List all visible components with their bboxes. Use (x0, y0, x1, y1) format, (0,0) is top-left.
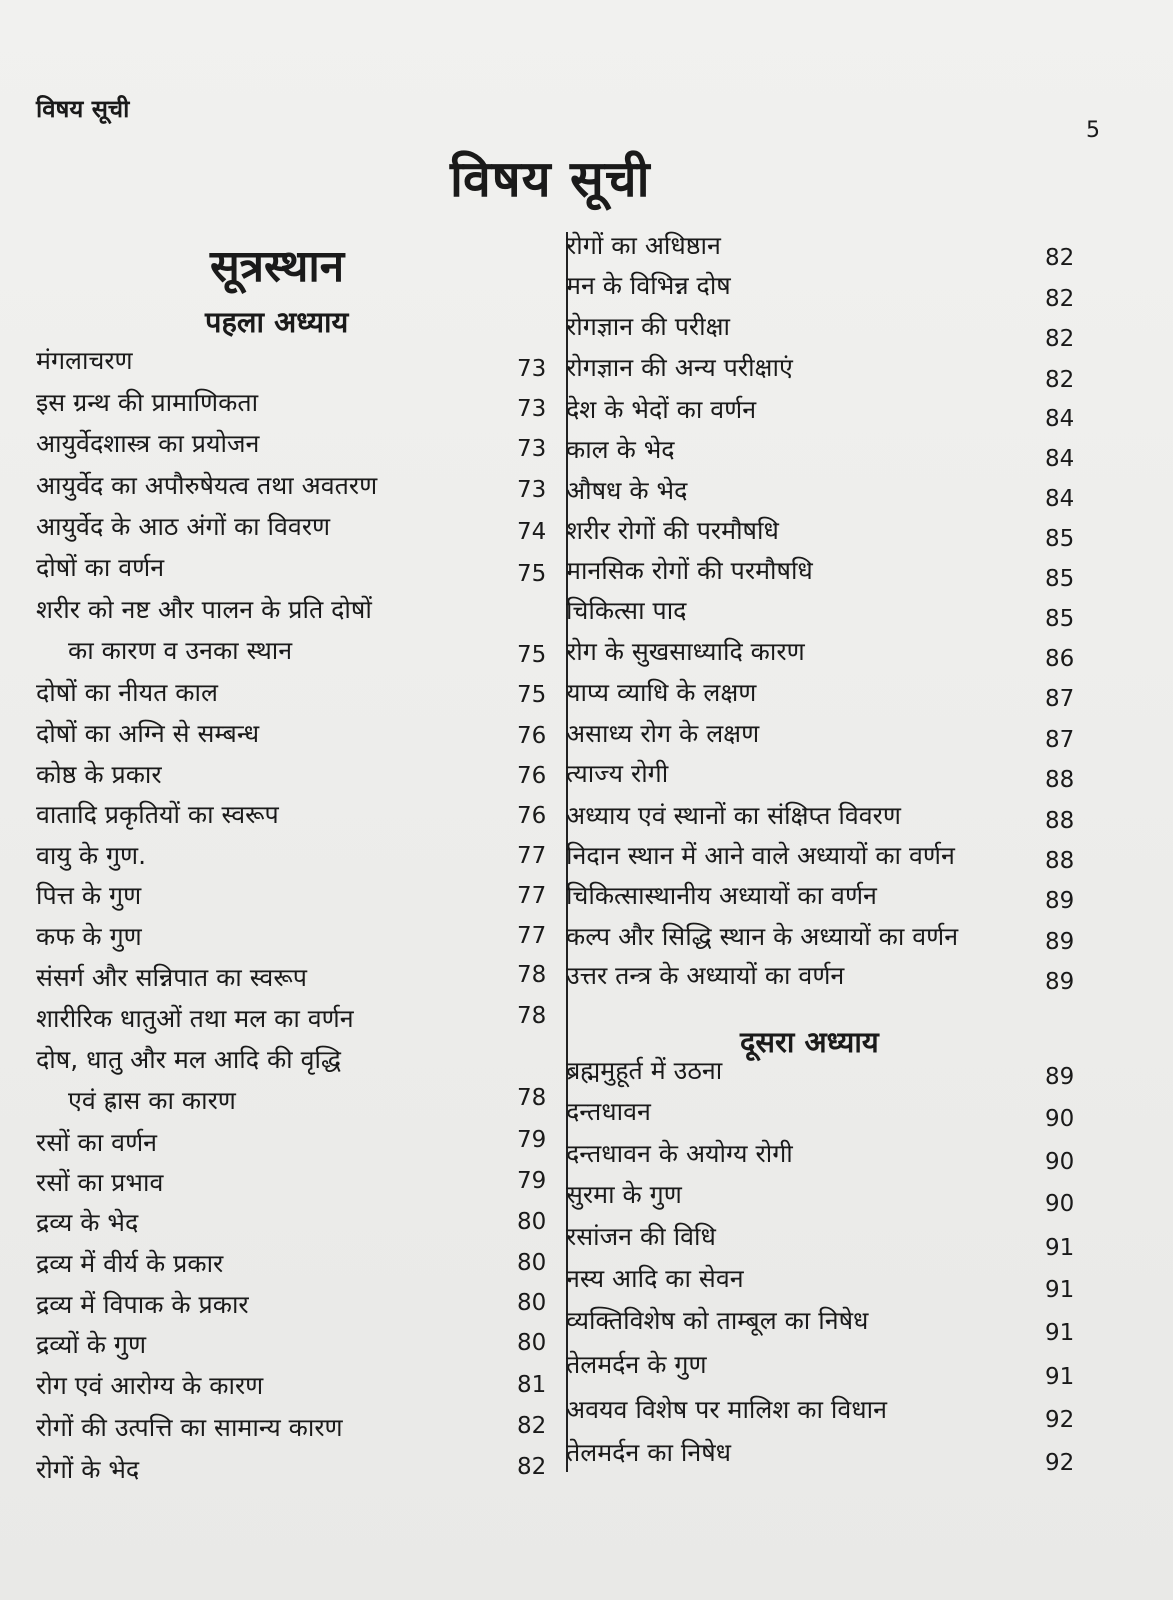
toc-entry-page: 76 (517, 803, 547, 829)
toc-entry-label: काल के भेद (566, 435, 675, 464)
toc-entry-label: रोग एवं आरोग्य के कारण (36, 1371, 264, 1400)
toc-entry-label: कफ के गुण (36, 922, 142, 951)
toc-entry-label: रसों का वर्णन (36, 1128, 158, 1157)
toc-entry-label: देश के भेदों का वर्णन (566, 395, 757, 424)
toc-entry-page: 82 (517, 1454, 547, 1480)
toc-entry-page: 77 (517, 883, 547, 909)
toc-entry-page: 89 (1045, 929, 1075, 955)
toc-entry-label: असाध्य रोग के लक्षण (566, 719, 760, 748)
toc-entry-label: नस्य आदि का सेवन (566, 1264, 744, 1293)
toc-entry-label: कोष्ठ के प्रकार (36, 760, 162, 789)
toc-entry-page: 80 (517, 1209, 547, 1235)
toc-entry-label: ब्रह्ममुहूर्त में उठना (566, 1056, 723, 1085)
toc-entry-label: आयुर्वेदशास्त्र का प्रयोजन (36, 429, 260, 458)
toc-entry-page: 74 (517, 519, 547, 545)
toc-entry-page: 76 (517, 723, 547, 749)
toc-entry-page: 91 (1045, 1364, 1075, 1390)
toc-entry-page: 78 (517, 1085, 547, 1111)
toc-entry-label: वायु के गुण. (36, 841, 147, 870)
toc-entry-page: 91 (1045, 1277, 1075, 1303)
toc-entry-page: 92 (1045, 1407, 1075, 1433)
toc-entry-label: पित्त के गुण (36, 881, 142, 910)
toc-entry-label: रोगों का अधिष्ठान (566, 231, 721, 260)
toc-entry-page: 89 (1045, 1064, 1075, 1090)
toc-entry-page: 79 (517, 1127, 547, 1153)
toc-entry-page: 84 (1045, 486, 1075, 512)
running-head: विषय सूची (36, 95, 130, 123)
page-title: विषय सूची (450, 150, 651, 208)
toc-entry-label: द्रव्यों के गुण (36, 1330, 147, 1359)
toc-entry-page: 88 (1045, 808, 1075, 834)
toc-entry-page: 88 (1045, 767, 1075, 793)
toc-entry-label: दन्तधावन (566, 1097, 651, 1126)
toc-entry-page: 80 (517, 1330, 547, 1356)
toc-entry-page: 85 (1045, 606, 1075, 632)
chapter-2-title: दूसरा अध्याय (740, 1025, 879, 1059)
toc-entry-label: आयुर्वेद का अपौरुषेयत्व तथा अवतरण (36, 471, 378, 500)
toc-entry-label: इस ग्रन्थ की प्रामाणिकता (36, 388, 259, 417)
toc-entry-page: 73 (517, 396, 547, 422)
toc-entry-label: तेलमर्दन के गुण (566, 1350, 707, 1379)
toc-entry-label: दोषों का अग्नि से सम्बन्ध (36, 719, 260, 748)
toc-entry-page: 89 (1045, 888, 1075, 914)
toc-entry-label: चिकित्सा पाद (566, 596, 687, 625)
toc-entry-page: 90 (1045, 1149, 1075, 1175)
toc-entry-label: दन्तधावन के अयोग्य रोगी (566, 1139, 793, 1168)
toc-entry-page: 90 (1045, 1106, 1075, 1132)
toc-entry-page: 82 (1045, 326, 1075, 352)
toc-entry-page: 82 (1045, 286, 1075, 312)
toc-entry-page: 90 (1045, 1191, 1075, 1217)
toc-entry-page: 87 (1045, 727, 1075, 753)
toc-entry-label: दोष, धातु और मल आदि की वृद्धि (36, 1045, 341, 1074)
toc-entry-label: रोगों की उत्पत्ति का सामान्य कारण (36, 1413, 343, 1442)
toc-entry-page: 80 (517, 1250, 547, 1276)
toc-entry-page: 84 (1045, 406, 1075, 432)
toc-entry-label: त्याज्य रोगी (566, 759, 669, 788)
toc-entry-page: 77 (517, 843, 547, 869)
toc-entry-page: 73 (517, 436, 547, 462)
toc-entry-page: 91 (1045, 1235, 1075, 1261)
toc-entry-label: निदान स्थान में आने वाले अध्यायों का वर्णन (566, 841, 955, 870)
toc-entry-page: 87 (1045, 686, 1075, 712)
toc-entry-label: मन के विभिन्न दोष (566, 271, 731, 300)
toc-entry-label: उत्तर तन्त्र के अध्यायों का वर्णन (566, 961, 845, 990)
toc-entry-label: रोगज्ञान की अन्य परीक्षाएं (566, 353, 793, 382)
toc-entry-page: 85 (1045, 526, 1075, 552)
toc-entry-page: 73 (517, 477, 547, 503)
toc-entry-label: अध्याय एवं स्थानों का संक्षिप्त विवरण (566, 801, 901, 830)
toc-entry-label: कल्प और सिद्धि स्थान के अध्यायों का वर्णन (566, 922, 959, 951)
toc-entry-page: 79 (517, 1168, 547, 1194)
toc-entry-page: 82 (517, 1413, 547, 1439)
toc-entry-page: 86 (1045, 646, 1075, 672)
toc-entry-page: 91 (1045, 1320, 1075, 1346)
toc-entry-page: 75 (517, 682, 547, 708)
toc-entry-label: रसांजन की विधि (566, 1222, 716, 1251)
toc-entry-label: औषध के भेद (566, 476, 688, 505)
toc-entry-label: तेलमर्दन का निषेध (566, 1438, 732, 1467)
toc-entry-page: 77 (517, 923, 547, 949)
page-number: 5 (1086, 118, 1100, 143)
toc-entry-page: 88 (1045, 848, 1075, 874)
toc-entry-label: याप्य व्याधि के लक्षण (566, 678, 757, 707)
toc-entry-label: रसों का प्रभाव (36, 1168, 164, 1197)
toc-entry-label: द्रव्य में वीर्य के प्रकार (36, 1249, 224, 1278)
toc-entry-label: दोषों का वर्णन (36, 553, 165, 582)
toc-entry-page: 78 (517, 962, 547, 988)
toc-entry-page: 78 (517, 1003, 547, 1029)
chapter-1-title: पहला अध्याय (205, 305, 349, 339)
toc-entry-page: 73 (517, 356, 547, 382)
toc-entry-label: मंगलाचरण (36, 346, 133, 375)
toc-entry-label: रोगों के भेद (36, 1455, 140, 1484)
toc-entry-page: 82 (1045, 367, 1075, 393)
toc-entry-page: 81 (517, 1372, 547, 1398)
toc-entry-label: रोगज्ञान की परीक्षा (566, 312, 731, 341)
toc-entry-label-continued: का कारण व उनका स्थान (68, 636, 293, 665)
toc-entry-page: 75 (517, 642, 547, 668)
section-title: सूत्रस्थान (210, 241, 345, 292)
toc-entry-label: मानसिक रोगों की परमौषधि (566, 556, 813, 585)
toc-entry-label: सुरमा के गुण (566, 1180, 682, 1209)
toc-entry-label-continued: एवं ह्रास का कारण (68, 1086, 236, 1115)
toc-entry-label: अवयव विशेष पर मालिश का विधान (566, 1395, 888, 1424)
toc-entry-label: व्यक्तिविशेष को ताम्बूल का निषेध (566, 1306, 869, 1335)
toc-entry-label: दोषों का नीयत काल (36, 678, 218, 707)
toc-entry-label: वातादि प्रकृतियों का स्वरूप (36, 800, 279, 829)
toc-entry-label: रोग के सुखसाध्यादि कारण (566, 637, 805, 666)
toc-entry-label: चिकित्सास्थानीय अध्यायों का वर्णन (566, 881, 877, 910)
toc-entry-page: 85 (1045, 566, 1075, 592)
toc-entry-label: द्रव्य में विपाक के प्रकार (36, 1290, 249, 1319)
toc-entry-page: 75 (517, 561, 547, 587)
toc-entry-label: द्रव्य के भेद (36, 1208, 139, 1237)
toc-entry-page: 89 (1045, 969, 1075, 995)
toc-entry-label: शरीर रोगों की परमौषधि (566, 516, 779, 545)
toc-entry-page: 84 (1045, 446, 1075, 472)
toc-entry-label: आयुर्वेद के आठ अंगों का विवरण (36, 512, 331, 541)
toc-entry-label: शारीरिक धातुओं तथा मल का वर्णन (36, 1004, 354, 1033)
toc-entry-page: 92 (1045, 1450, 1075, 1476)
toc-entry-label: संसर्ग और सन्निपात का स्वरूप (36, 963, 307, 992)
toc-entry-label: शरीर को नष्ट और पालन के प्रति दोषों (36, 595, 372, 624)
toc-entry-page: 82 (1045, 245, 1075, 271)
toc-entry-page: 80 (517, 1290, 547, 1316)
toc-entry-page: 76 (517, 763, 547, 789)
